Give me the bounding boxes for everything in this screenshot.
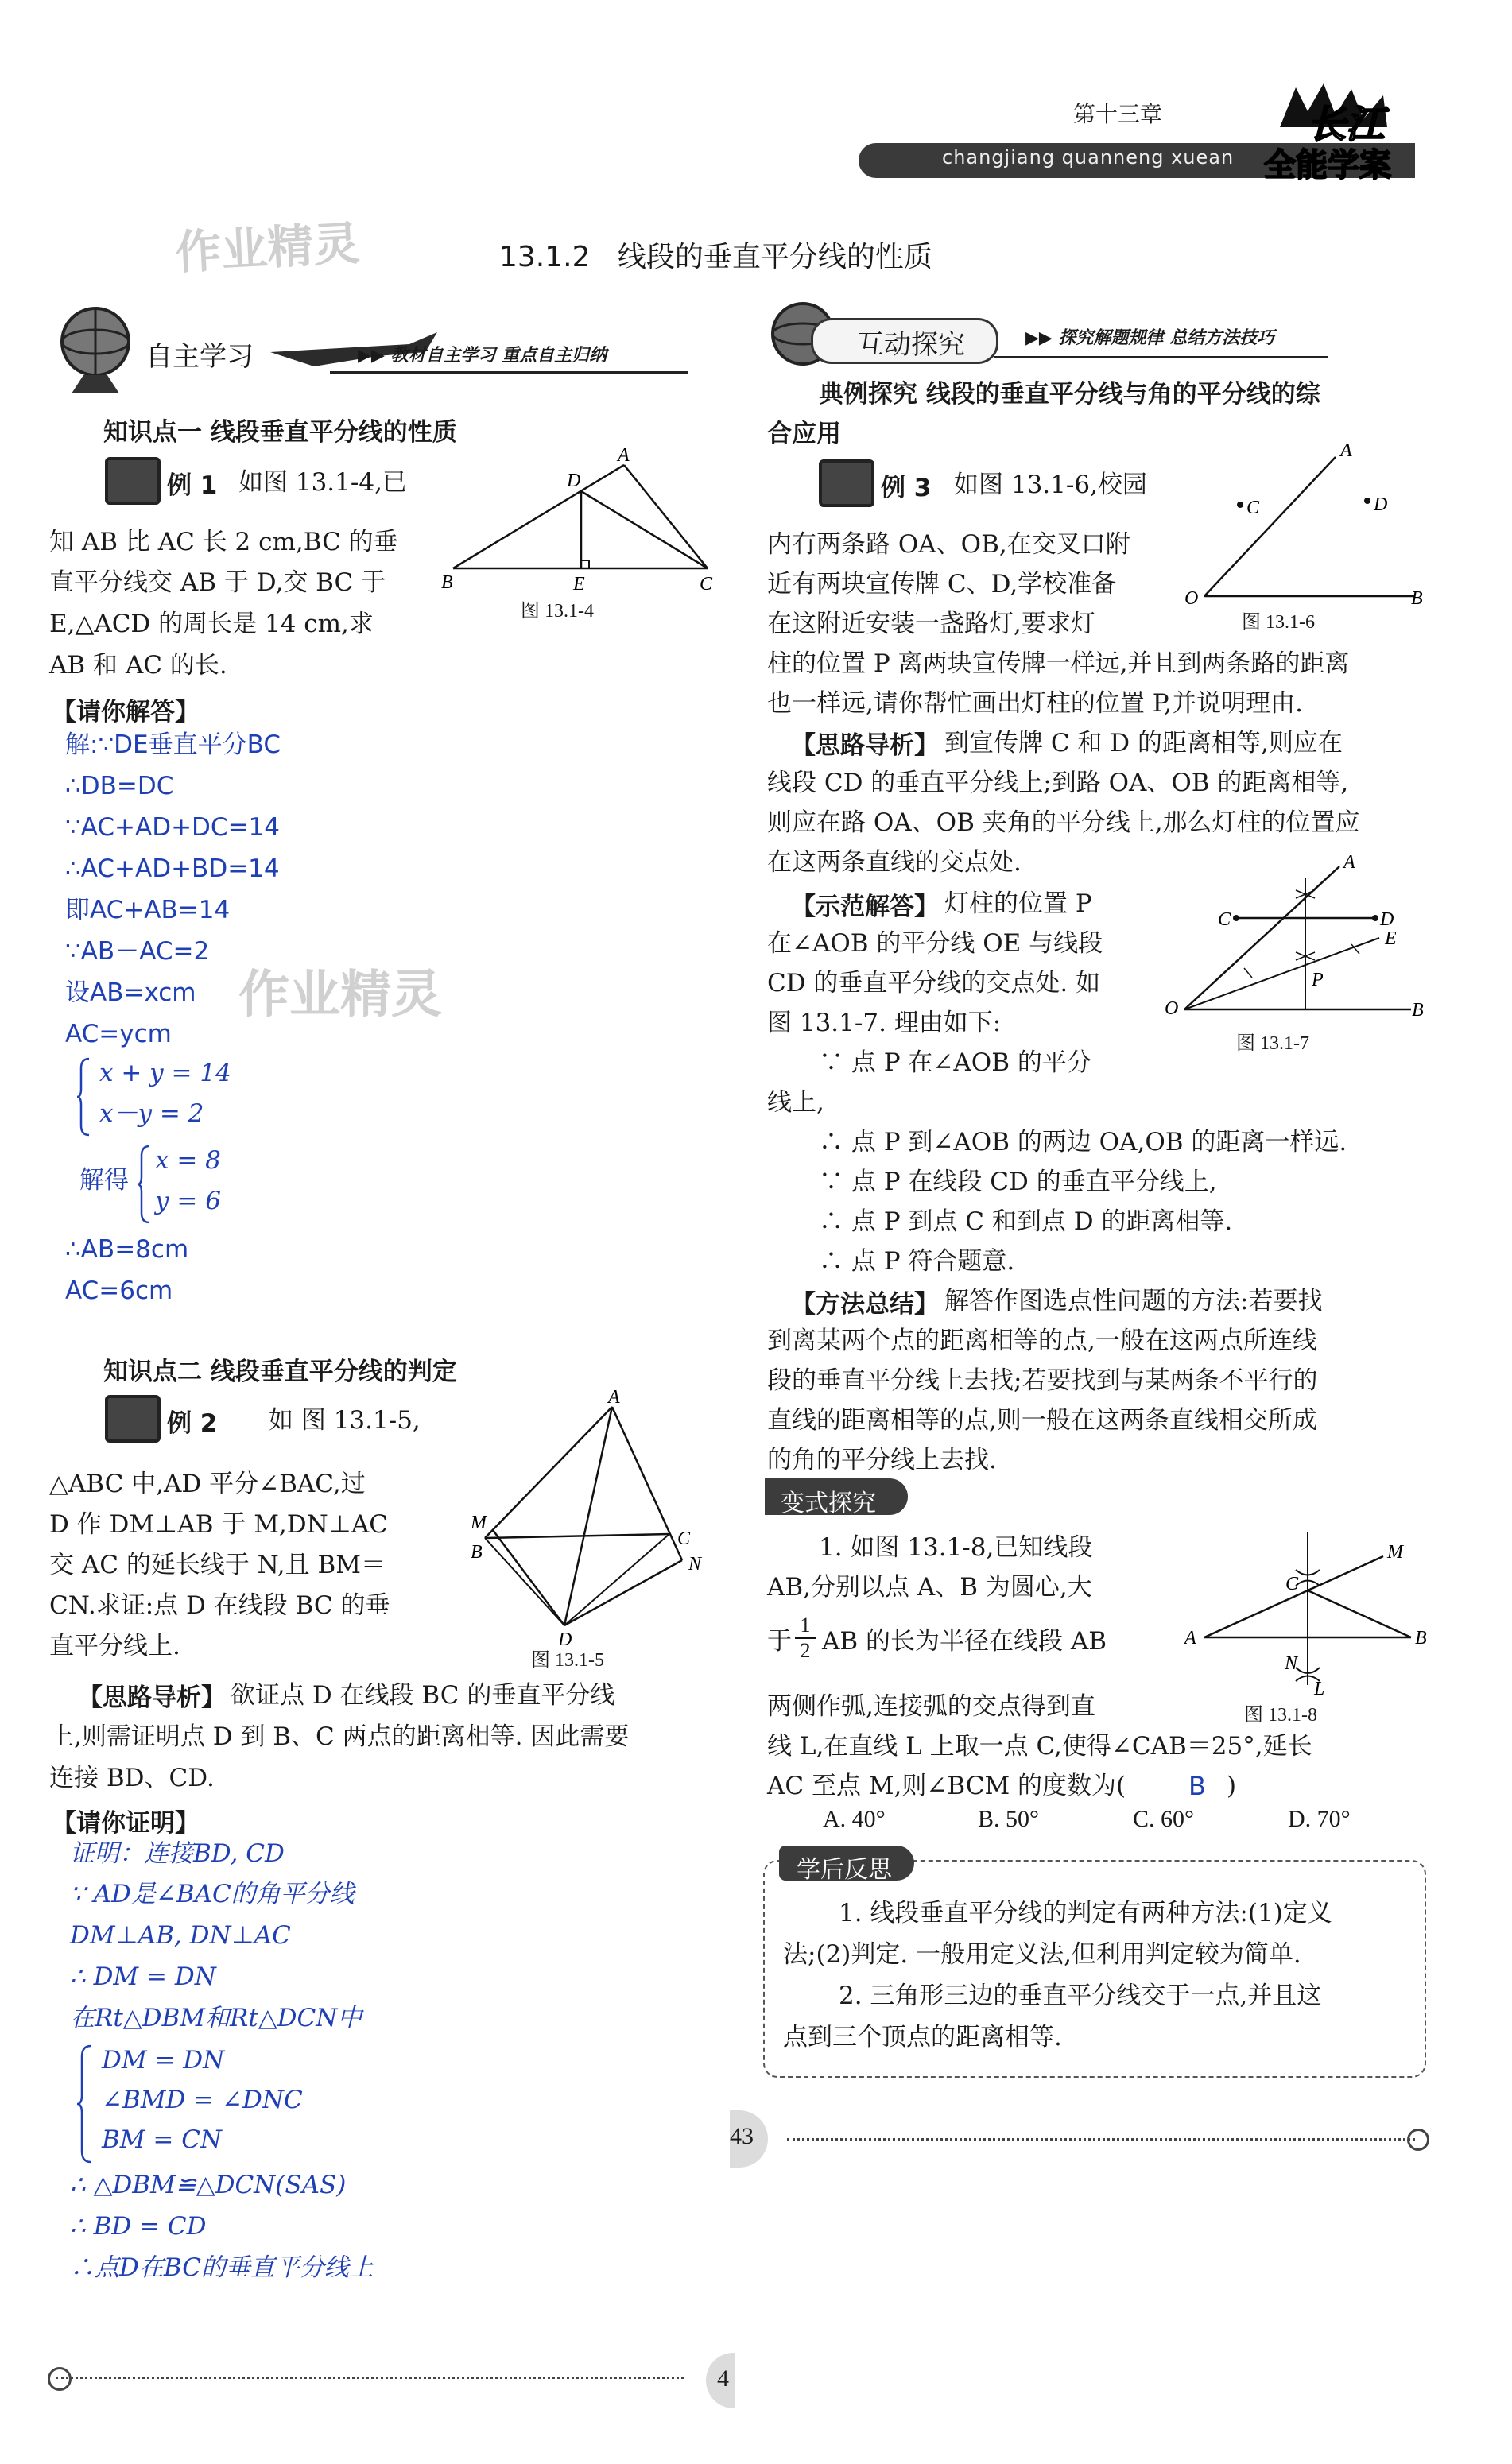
ex3-label: 例 3 [881,474,932,502]
choice-b[interactable]: B. 50° [978,1806,1040,1832]
figure-13-1-6 [1184,437,1431,620]
fig5-label-n: N [1285,1653,1298,1674]
demo-line-6: ∴ 点 P 到∠AOB 的两边 OA,OB 的距离一样远. [819,1128,1347,1156]
ex1-line-3: E,△ACD 的周长是 14 cm,求 [49,610,374,638]
demo-line-5: 线上, [767,1088,824,1117]
watermark-mid: 作业精灵 [238,966,442,1025]
ex2-line-0: 如 图 13.1-5, [269,1406,421,1435]
ex2-line-3: 交 AC 的延长线于 N,且 BM＝ [49,1551,386,1579]
right-banner [763,294,1423,374]
fraction-one-half [795,1614,816,1663]
guide-left-line-1: 上,则需证明点 D 到 B、C 两点的距离相等. 因此需要 [49,1722,630,1751]
sys2-eq-1: y = 6 [155,1187,221,1215]
ex1-line-1: 知 AB 比 AC 长 2 cm,BC 的垂 [49,528,398,556]
var-line-0: 1. 如图 13.1-8,已知线段 [819,1533,1093,1562]
answer-line-3: ∴AC+AD+BD=14 [65,854,280,883]
demo-line-3: 图 13.1-7. 理由如下: [767,1009,1002,1037]
fig1-line-ac [624,465,708,568]
choice-d[interactable]: D. 70° [1288,1806,1351,1832]
fig3-label-o: O [1184,588,1199,609]
var-answer[interactable]: B [1188,1771,1206,1801]
reflect-title: 学后反思 [797,1856,892,1884]
solve-label: 解得 [79,1166,129,1195]
sys3-eq-0: DM = DN [102,2046,225,2075]
proof-tail-0: ∴ △DBM≌△DCN(SAS) [70,2171,347,2199]
answer-line-7: AC=ycm [65,1020,172,1048]
proof-tail-1: ∴ BD = CD [70,2212,207,2241]
sys1-brace [76,1057,91,1137]
method-head: 【方法总结】 [791,1290,939,1319]
choice-a[interactable]: A. 40° [823,1806,886,1832]
chapter-label: 第十三章 [1073,101,1163,127]
right-banner-title: 互动探究 [857,329,965,361]
demo-head: 【示范解答】 [791,893,939,921]
ex1-line-0: 如图 13.1-4,已 [238,468,407,497]
fig1-label-a: A [618,445,630,466]
fig2-caption: 图 13.1-5 [531,1650,604,1671]
sys1-eq-1: x－y = 2 [99,1099,204,1128]
proof-line-0: 证明：连接BD, CD [70,1839,285,1868]
var-line-2: AB 的长为半径在线段 AB [822,1627,1107,1656]
fig2-label-b: B [471,1542,483,1563]
fig3-line-oa [1204,457,1336,596]
typical-title: 典例探究 线段的垂直平分线与角的平分线的综 [819,380,1320,409]
fig3-label-c: C [1246,498,1260,518]
var-prefix: 于 [767,1627,792,1656]
method-line-1: 到离某两个点的距离相等的点,一般在这两点所连线 [767,1327,1317,1355]
fig3-label-a: A [1340,440,1352,461]
fig1-line-dc [581,491,708,568]
reflect-line-1: 法;(2)判定. 一般用定义法,但利用判定较为简单. [783,1940,1301,1969]
demo-line-9: ∴ 点 P 符合题意. [819,1247,1015,1276]
fig2-line-ad [564,1407,612,1625]
kp1-title: 知识点一 线段垂直平分线的性质 [103,418,457,447]
page-title: 13.1.2 线段的垂直平分线的性质 [499,241,932,273]
figure-13-1-7 [1161,850,1431,1041]
guide-left-line-2: 连接 BD、CD. [49,1764,215,1792]
fig3-label-b: B [1411,588,1423,609]
fig5-caption: 图 13.1-8 [1244,1705,1317,1726]
left-banner-title: 自主学习 [145,341,254,373]
fig4-point-d [1372,915,1378,921]
answer-line-2: ∵AC+AD+DC=14 [65,813,280,842]
right-page-number-text: 43 [730,2123,754,2149]
fig4-label-b: B [1412,1000,1424,1021]
method-line-3: 直线的距离相等的点,则一般在这两条直线相交所成 [767,1406,1317,1435]
fig5-label-l: L [1314,1679,1325,1699]
figure-13-1-8 [1184,1526,1431,1709]
proof-line-2: DM⊥AB, DN⊥AC [70,1921,291,1950]
fig1-caption: 图 13.1-4 [521,601,594,622]
guide-right-line-3: 在这两条直线的交点处. [767,848,1022,877]
fig2-line-dc [564,1534,669,1625]
guide-head-right: 【思路导析】 [791,731,939,760]
ex3-line-4: 柱的位置 P 离两块宣传牌一样远,并且到两条路的距离 [767,649,1350,678]
typical-title-2: 合应用 [767,420,841,448]
fig2-line-dm [493,1530,564,1625]
right-footer-swirl-icon [1407,2129,1429,2151]
sys1-eq-0: x + y = 14 [99,1059,231,1087]
guide-left-line-0: 欲证点 D 在线段 BC 的垂直平分线 [231,1681,615,1710]
left-banner-tagline: ▶▶ 教材自主学习 重点自主归纳 [358,345,607,366]
header-pinyin: changjiang quanneng xuean [942,146,1235,169]
answer-line-1: ∴DB=DC [65,772,174,800]
kp2-title: 知识点二 线段垂直平分线的判定 [103,1358,457,1386]
globe-icon [44,298,155,401]
fig5-label-c: C [1285,1574,1299,1594]
reflect-line-2: 2. 三角形三边的垂直平分线交于一点,并且这 [839,1982,1322,2010]
brand-logo [1232,79,1423,184]
brand-top: 长江 [1308,103,1385,147]
demo-line-8: ∴ 点 P 到点 C 和到点 D 的距离相等. [819,1207,1233,1236]
proof-line-4: 在Rt△DBM和Rt△DCN中 [70,2004,362,2032]
fig2-label-c: C [677,1528,691,1549]
left-footer-rule [56,2377,684,2379]
ex1-label: 例 1 [167,471,218,500]
frac-num: 1 [795,1614,816,1639]
figure-13-1-5 [461,1387,715,1649]
fig4-label-a: A [1343,852,1355,873]
demo-line-7: ∵ 点 P 在线段 CD 的垂直平分线上, [819,1168,1217,1196]
answer-tail-0: ∴AB=8cm [65,1235,189,1264]
demo-line-0: 灯柱的位置 P [944,889,1092,918]
method-line-4: 的角的平分线上去找. [767,1446,997,1474]
fig4-label-d: D [1380,909,1394,930]
example-board-icon-2 [105,1395,161,1443]
var-line-6: ) [1227,1772,1237,1800]
demo-line-1: 在∠AOB 的平分线 OE 与线段 [767,929,1103,958]
ex3-line-3: 在这附近安装一盏路灯,要求灯 [767,610,1095,638]
fig5-label-b: B [1415,1628,1427,1648]
guide-right-line-0: 到宣传牌 C 和 D 的距离相等,则应在 [944,729,1343,757]
right-banner-rule [994,356,1328,358]
fig4-label-o: O [1165,998,1179,1019]
left-banner-rule [330,371,688,374]
fig2-label-m: M [471,1513,487,1533]
fig2-label-d: D [558,1629,572,1649]
fig3-point-d [1364,498,1370,504]
fig5-line-am [1204,1556,1383,1637]
ex2-line-5: 直平分线上. [49,1632,180,1660]
answer-line-5: ∵AB－AC=2 [65,937,210,966]
proof-line-1: ∵ AD是∠BAC的角平分线 [70,1880,355,1908]
fig4-label-p: P [1312,970,1324,990]
var-line-1: AB,分别以点 A、B 为圆心,大 [767,1573,1092,1602]
fig4-point-c [1233,915,1239,921]
sys3-brace [76,2044,92,2164]
fig5-label-m: M [1387,1542,1403,1563]
fig4-line-oe [1184,938,1379,1009]
fig4-label-e: E [1385,928,1397,949]
ex3-line-0: 如图 13.1-6,校园 [954,471,1147,499]
choice-c[interactable]: C. 60° [1133,1806,1195,1832]
left-footer-swirl-icon [48,2367,72,2391]
proof-line-3: ∴ DM = DN [70,1962,216,1991]
ex2-line-4: CN.求证:点 D 在线段 BC 的垂 [49,1591,390,1620]
fig5-label-a: A [1184,1628,1196,1648]
fig1-label-c: C [700,574,713,595]
var-line-5: AC 至点 M,则∠BCM 的度数为( [767,1772,1126,1800]
left-banner [44,298,688,401]
frac-den: 2 [800,1639,811,1662]
ex3-line-2: 近有两块宣传牌 C、D,学校准备 [767,570,1117,599]
var-line-3: 两侧作弧,连接弧的交点得到直 [767,1692,1095,1721]
right-banner-tagline: ▶▶ 探究解题规律 总结方法技巧 [1025,327,1275,348]
fig3-point-c [1237,502,1243,508]
fig2-label-n: N [688,1554,702,1575]
left-page-number [706,2353,735,2408]
fig3-label-d: D [1374,494,1388,515]
fig2-line-db [485,1538,564,1625]
page-header [859,79,1423,183]
fig5-line-cb [1308,1590,1411,1637]
ex2-line-1: △ABC 中,AD 平分∠BAC,过 [49,1470,366,1498]
fig2-line-ab [485,1407,612,1538]
fig2-line-dn [564,1560,682,1625]
fig1-label-b: B [441,572,453,593]
answer-line-0: 解:∵DE垂直平分BC [65,730,281,759]
ex2-line-2: D 作 DM⊥AB 于 M,DN⊥AC [49,1510,389,1539]
variant-title: 变式探究 [781,1490,876,1517]
fig4-caption: 图 13.1-7 [1236,1033,1309,1054]
guide-right-line-2: 则应在路 OA、OB 夹角的平分线上,那么灯柱的位置应 [767,808,1360,837]
example-board-icon-3 [819,459,874,507]
fig2-line-an [612,1407,682,1560]
fig4-label-c: C [1218,909,1231,930]
answer-line-6: 设AB=xcm [65,978,196,1007]
fig3-caption: 图 13.1-6 [1242,612,1315,633]
guide-right-line-1: 线段 CD 的垂直平分线上;到路 OA、OB 的距离相等, [767,769,1349,797]
fig1-label-d: D [567,471,581,491]
fig1-line-ab [453,465,624,568]
variant-tab [765,1478,908,1515]
sys3-eq-2: BM = CN [102,2125,223,2154]
ex2-label: 例 2 [167,1409,218,1438]
sys2-eq-0: x = 8 [155,1146,221,1175]
right-page-number [730,2110,768,2168]
proof-tail-2: ∴点D在BC的垂直平分线上 [70,2253,374,2282]
reflect-line-3: 点到三个顶点的距离相等. [783,2023,1062,2051]
demo-line-4: ∵ 点 P 在∠AOB 的平分 [819,1048,1091,1077]
answer-tail-1: AC=6cm [65,1277,173,1305]
method-line-2: 段的垂直平分线上去找;若要找到与某两条不平行的 [767,1366,1318,1395]
proof-head: 【请你证明】 [52,1809,200,1838]
ex1-line-4: AB 和 AC 的长. [49,651,227,680]
reflect-tab [779,1846,914,1884]
ex3-line-1: 内有两条路 OA、OB,在交叉口附 [767,530,1130,559]
answer-head: 【请你解答】 [52,698,200,726]
ex1-line-2: 直平分线交 AB 于 D,交 BC 于 [49,568,386,597]
method-line-0: 解答作图选点性问题的方法:若要找 [944,1287,1323,1315]
left-page-number-text: 4 [717,2365,729,2392]
fig2-line-bc [485,1534,669,1538]
var-line-4: 线 L,在直线 L 上取一点 C,使得∠CAB＝25°,延长 [767,1732,1312,1761]
right-footer-rule [787,2138,1415,2141]
brand-bottom: 全能学案 [1264,147,1391,184]
demo-line-2: CD 的垂直平分线的交点处. 如 [767,969,1101,998]
guide-head-left: 【思路导析】 [78,1683,226,1712]
fig1-label-e: E [573,574,585,595]
watermark-top: 作业精灵 [173,215,361,281]
fig2-label-a: A [608,1387,620,1408]
reflect-line-0: 1. 线段垂直平分线的判定有两种方法:(1)定义 [839,1899,1332,1927]
sys3-eq-1: ∠BMD = ∠DNC [102,2086,303,2114]
example-board-icon [105,457,161,505]
answer-line-4: 即AC+AB=14 [65,896,231,924]
sys2-brace [137,1145,151,1224]
ex3-line-5: 也一样远,请你帮忙画出灯柱的位置 P,并说明理由. [767,689,1303,718]
